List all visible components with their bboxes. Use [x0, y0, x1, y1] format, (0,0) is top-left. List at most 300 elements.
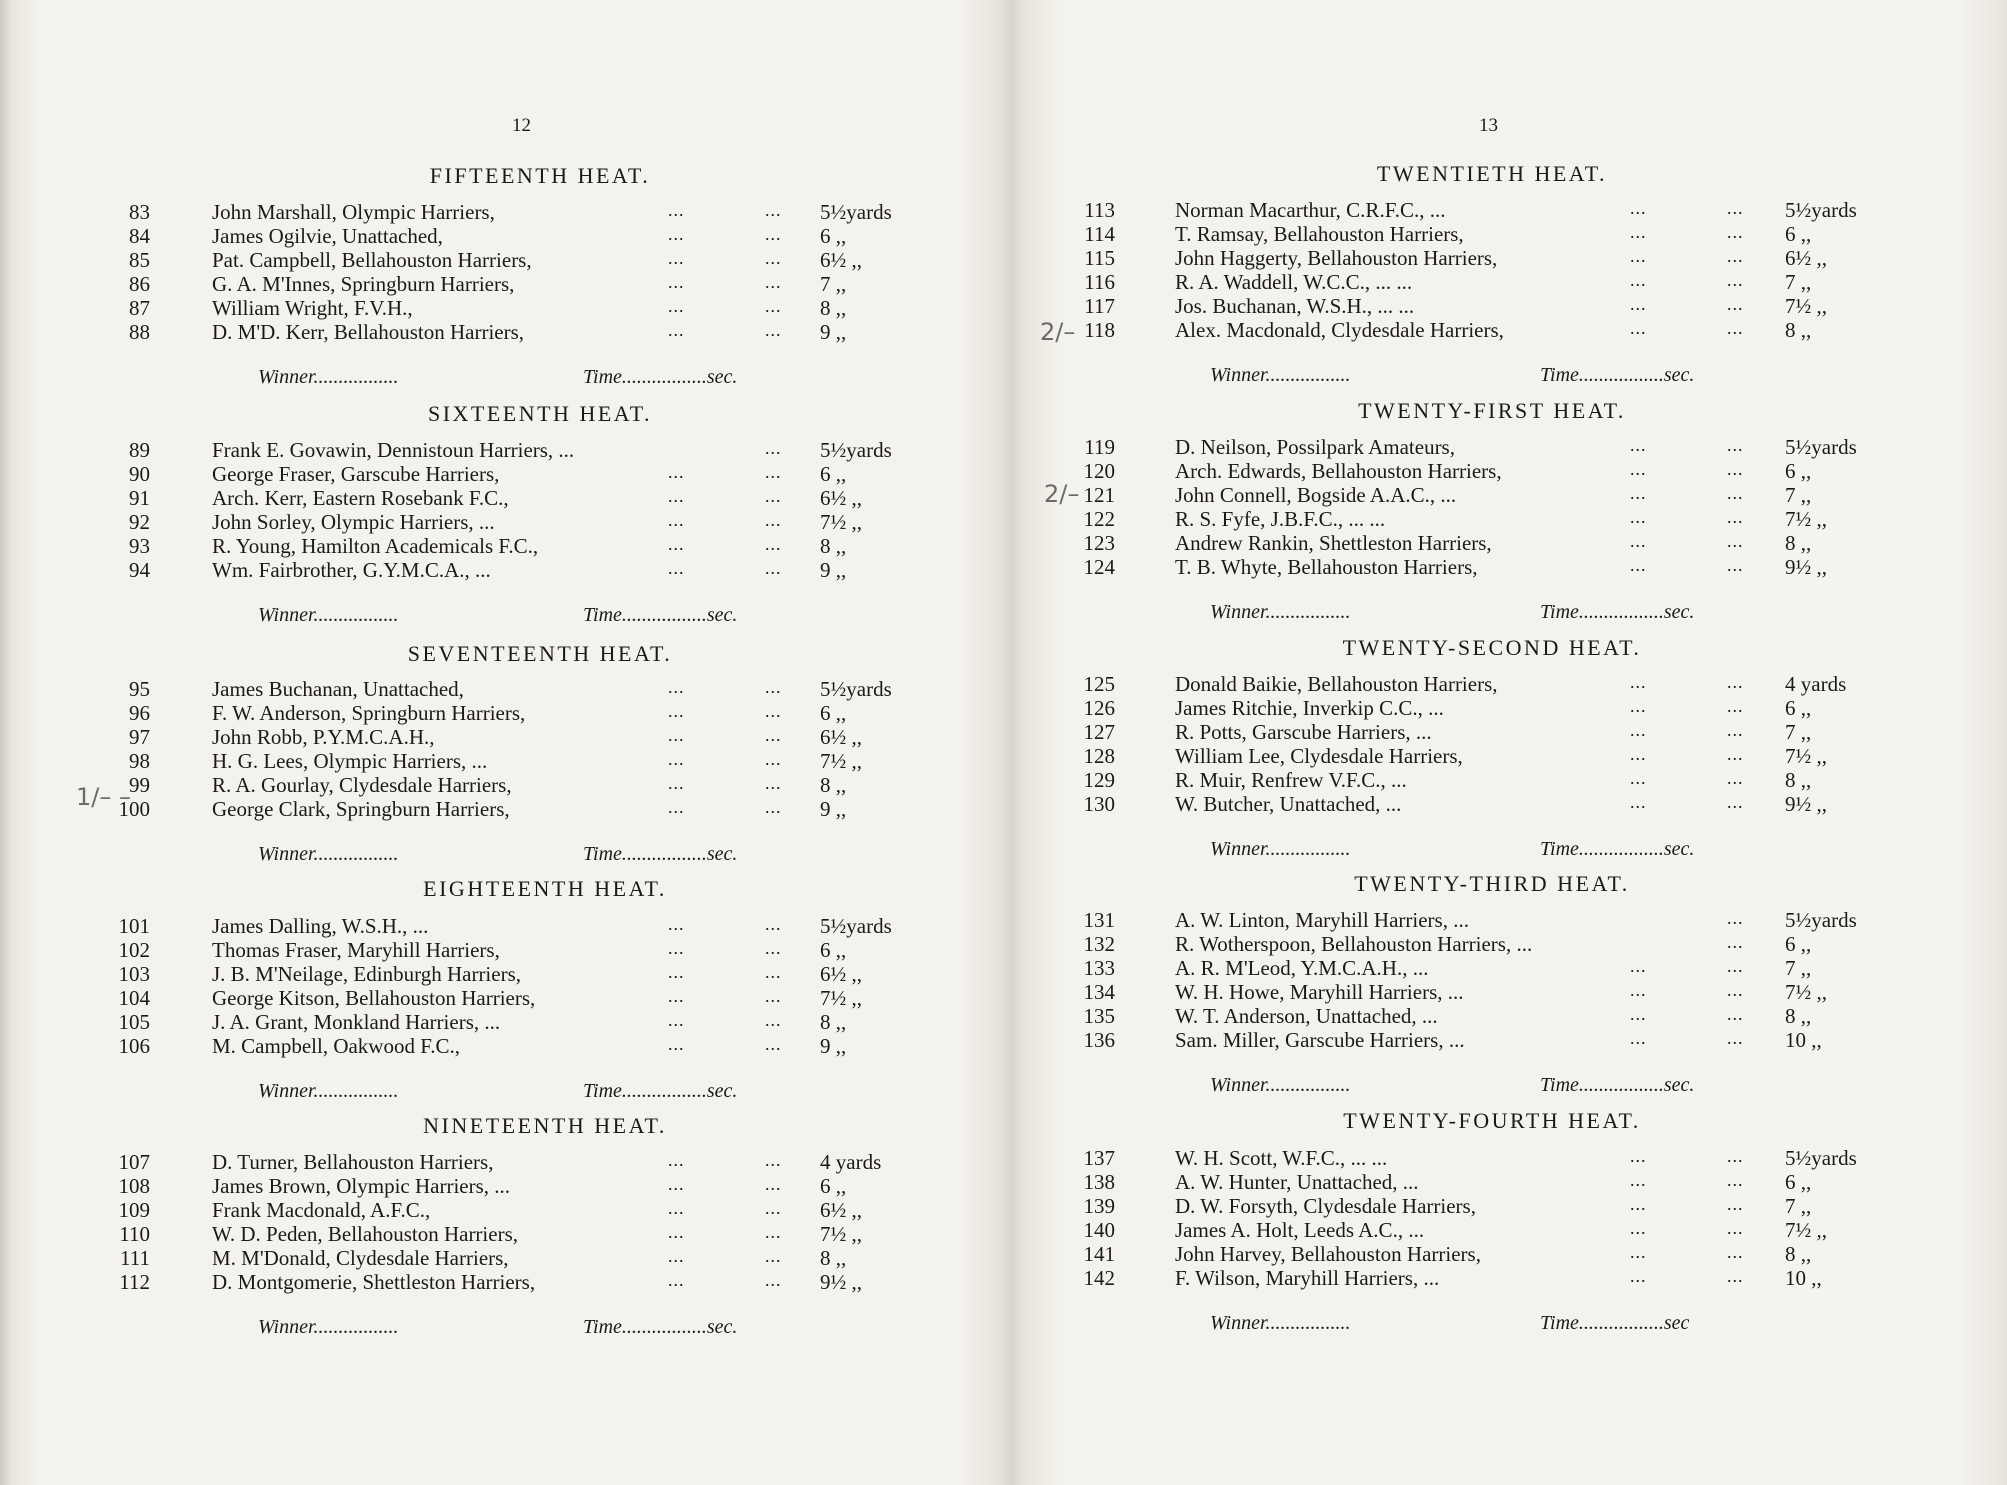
leader-dots: ... [668, 1010, 685, 1030]
handicap-value: 5½yards [1785, 435, 1857, 459]
entry-name: D. Montgomerie, Shettleston Harriers, [212, 1270, 536, 1294]
handicap-value: 4 yards [1785, 672, 1847, 696]
entry-number: 101 [118, 914, 150, 938]
entry-number: 118 [1084, 318, 1115, 342]
leader-dots: ... [1727, 270, 1744, 290]
heat-title: TWENTY-SECOND HEAT. [1342, 635, 1642, 660]
handicap-value: 7½ ,, [820, 510, 862, 534]
leader-dots: ... [1630, 744, 1647, 764]
leader-dots: ... [1727, 222, 1744, 242]
winner-label: Winner................. [258, 843, 399, 865]
handicap-value: 4 yards [820, 1150, 882, 1174]
entry-name: R. A. Gourlay, Clydesdale Harriers, [212, 773, 512, 797]
heat-block [1192, 1108, 1792, 1134]
handicap-value: 5½yards [820, 200, 892, 224]
entry-name: Andrew Rankin, Shettleston Harriers, [1175, 531, 1492, 555]
leader-dots: ... [668, 486, 685, 506]
entry-name: Sam. Miller, Garscube Harriers, ... [1175, 1028, 1465, 1052]
winner-label: Winner................. [258, 1316, 399, 1338]
leader-dots: ... [765, 986, 782, 1006]
entry-number: 104 [118, 986, 150, 1010]
pencil-mark: 2/– [1044, 480, 1080, 508]
handicap-value: 5½yards [820, 914, 892, 938]
leader-dots: ... [1727, 318, 1744, 338]
leader-dots: ... [765, 462, 782, 482]
handicap-value: 8 ,, [820, 773, 847, 797]
entry-number: 141 [1083, 1242, 1115, 1266]
entry-number: 92 [129, 510, 150, 534]
entry-name: James Dalling, W.S.H., ... [212, 914, 429, 938]
leader-dots: ... [668, 677, 685, 697]
winner-label: Winner................. [258, 1080, 399, 1102]
heat-title: TWENTY-FOURTH HEAT. [1343, 1108, 1641, 1133]
handicap-value: 7½ ,, [1785, 294, 1827, 318]
entry-number: 121 [1083, 483, 1115, 507]
entry-name: James Ogilvie, Unattached, [212, 224, 443, 248]
entry-name: Norman Macarthur, C.R.F.C., ... [1175, 198, 1446, 222]
leader-dots: ... [1727, 792, 1744, 812]
leader-dots: ... [1630, 1266, 1647, 1286]
winner-label: Winner................. [258, 604, 399, 626]
handicap-value: 7 ,, [820, 272, 847, 296]
heat-title: NINETEENTH HEAT. [423, 1113, 667, 1138]
handicap-value: 6 ,, [1785, 1170, 1812, 1194]
leader-dots: ... [1727, 1004, 1744, 1024]
winner-label: Winner................. [1210, 1312, 1351, 1334]
entry-name: George Clark, Springburn Harriers, [212, 797, 510, 821]
handicap-value: 5½yards [820, 438, 892, 462]
entry-name: Jos. Buchanan, W.S.H., ... ... [1175, 294, 1415, 318]
handicap-value: 5½yards [1785, 908, 1857, 932]
handicap-value: 6 ,, [1785, 222, 1812, 246]
entry-number: 105 [118, 1010, 150, 1034]
leader-dots: ... [765, 1034, 782, 1054]
leader-dots: ... [668, 558, 685, 578]
leader-dots: ... [668, 701, 685, 721]
entry-number: 98 [129, 749, 150, 773]
entry-name: John Haggerty, Bellahouston Harriers, [1175, 246, 1498, 270]
entry-number: 94 [129, 558, 150, 582]
leader-dots: ... [1727, 1266, 1744, 1286]
leader-dots: ... [1727, 1146, 1744, 1166]
heat-block [245, 1113, 845, 1139]
entry-name: James A. Holt, Leeds A.C., ... [1175, 1218, 1425, 1242]
entry-name: A. W. Hunter, Unattached, ... [1175, 1170, 1419, 1194]
time-label: Time.................sec. [1540, 1074, 1695, 1096]
entry-number: 99 [129, 773, 150, 797]
leader-dots: ... [668, 1198, 685, 1218]
heat-block [1192, 871, 1792, 897]
handicap-value: 8 ,, [820, 1010, 847, 1034]
entry-number: 93 [129, 534, 150, 558]
leader-dots: ... [1630, 270, 1647, 290]
handicap-value: 6½ ,, [820, 962, 862, 986]
page-number: 13 [1479, 115, 1498, 136]
entry-name: A. W. Linton, Maryhill Harriers, ... [1175, 908, 1469, 932]
handicap-value: 6 ,, [820, 462, 847, 486]
handicap-value: 8 ,, [1785, 318, 1812, 342]
leader-dots: ... [668, 296, 685, 316]
leader-dots: ... [1727, 294, 1744, 314]
leader-dots: ... [765, 438, 782, 458]
entry-name: R. Wotherspoon, Bellahouston Harriers, ... [1175, 932, 1533, 956]
leader-dots: ... [1630, 696, 1647, 716]
entry-name: Thomas Fraser, Maryhill Harriers, [212, 938, 500, 962]
entry-number: 142 [1083, 1266, 1115, 1290]
leader-dots: ... [668, 1246, 685, 1266]
handicap-value: 5½yards [1785, 1146, 1857, 1170]
entry-number: 123 [1083, 531, 1115, 555]
entry-number: 126 [1083, 696, 1115, 720]
handicap-value: 9 ,, [820, 320, 847, 344]
entry-number: 90 [129, 462, 150, 486]
handicap-value: 6½ ,, [820, 486, 862, 510]
heat-block [240, 163, 840, 189]
time-label: Time.................sec. [583, 843, 738, 865]
leader-dots: ... [668, 986, 685, 1006]
entry-name: H. G. Lees, Olympic Harriers, ... [212, 749, 488, 773]
time-label: Time.................sec. [583, 366, 738, 388]
leader-dots: ... [765, 248, 782, 268]
leader-dots: ... [1630, 1004, 1647, 1024]
leader-dots: ... [1727, 980, 1744, 1000]
leader-dots: ... [1630, 531, 1647, 551]
entry-number: 103 [118, 962, 150, 986]
entry-number: 127 [1083, 720, 1115, 744]
leader-dots: ... [668, 773, 685, 793]
heat-title: FIFTEENTH HEAT. [429, 163, 651, 188]
leader-dots: ... [1630, 555, 1647, 575]
entry-name: Pat. Campbell, Bellahouston Harriers, [212, 248, 532, 272]
handicap-value: 8 ,, [820, 1246, 847, 1270]
entry-name: James Buchanan, Unattached, [212, 677, 464, 701]
entry-number: 109 [118, 1198, 150, 1222]
leader-dots: ... [765, 797, 782, 817]
heat-block [240, 641, 840, 667]
leader-dots: ... [1630, 1170, 1647, 1190]
heat-block [245, 876, 845, 902]
leader-dots: ... [668, 200, 685, 220]
time-label: Time.................sec. [1540, 364, 1695, 386]
leader-dots: ... [668, 962, 685, 982]
leader-dots: ... [1727, 483, 1744, 503]
leader-dots: ... [1727, 744, 1744, 764]
leader-dots: ... [1727, 768, 1744, 788]
handicap-value: 6½ ,, [1785, 246, 1827, 270]
leader-dots: ... [1727, 198, 1744, 218]
handicap-value: 6 ,, [820, 701, 847, 725]
entry-name: R. A. Waddell, W.C.C., ... ... [1175, 270, 1413, 294]
entry-name: John Connell, Bogside A.A.C., ... [1175, 483, 1457, 507]
entry-number: 106 [118, 1034, 150, 1058]
entry-number: 128 [1083, 744, 1115, 768]
leader-dots: ... [1727, 932, 1744, 952]
entry-number: 91 [129, 486, 150, 510]
heat-title: TWENTY-THIRD HEAT. [1354, 871, 1630, 896]
entry-number: 132 [1083, 932, 1115, 956]
entry-name: F. W. Anderson, Springburn Harriers, [212, 701, 526, 725]
leader-dots: ... [765, 296, 782, 316]
entry-name: D. Turner, Bellahouston Harriers, [212, 1150, 494, 1174]
leader-dots: ... [1630, 792, 1647, 812]
leader-dots: ... [1630, 1146, 1647, 1166]
entry-name: Frank E. Govawin, Dennistoun Harriers, ... [212, 438, 575, 462]
handicap-value: 8 ,, [1785, 1004, 1812, 1028]
entry-name: Donald Baikie, Bellahouston Harriers, [1175, 672, 1498, 696]
handicap-value: 8 ,, [820, 534, 847, 558]
leader-dots: ... [765, 200, 782, 220]
entry-name: T. Ramsay, Bellahouston Harriers, [1175, 222, 1464, 246]
entry-name: W. Butcher, Unattached, ... [1175, 792, 1402, 816]
entry-number: 129 [1083, 768, 1115, 792]
winner-label: Winner................. [1210, 601, 1351, 623]
leader-dots: ... [668, 725, 685, 745]
leader-dots: ... [668, 1034, 685, 1054]
leader-dots: ... [765, 1246, 782, 1266]
entry-number: 116 [1084, 270, 1115, 294]
leader-dots: ... [765, 510, 782, 530]
heat-title: TWENTIETH HEAT. [1376, 161, 1608, 186]
handicap-value: 9½ ,, [820, 1270, 862, 1294]
entry-number: 125 [1083, 672, 1115, 696]
entry-name: James Ritchie, Inverkip C.C., ... [1175, 696, 1444, 720]
entry-number: 130 [1083, 792, 1115, 816]
leader-dots: ... [668, 272, 685, 292]
leader-dots: ... [765, 486, 782, 506]
entry-number: 117 [1084, 294, 1115, 318]
entry-name: D. Neilson, Possilpark Amateurs, [1175, 435, 1455, 459]
winner-label: Winner................. [258, 366, 399, 388]
handicap-value: 6½ ,, [820, 1198, 862, 1222]
entry-name: Arch. Edwards, Bellahouston Harriers, [1175, 459, 1502, 483]
entry-name: William Lee, Clydesdale Harriers, [1175, 744, 1463, 768]
leader-dots: ... [1630, 507, 1647, 527]
heat-block [1192, 398, 1792, 424]
leader-dots: ... [765, 725, 782, 745]
entry-number: 115 [1084, 246, 1115, 270]
leader-dots: ... [765, 677, 782, 697]
leader-dots: ... [668, 914, 685, 934]
leader-dots: ... [1727, 1194, 1744, 1214]
heat-title: EIGHTEENTH HEAT. [423, 876, 667, 901]
handicap-value: 7 ,, [1785, 1194, 1812, 1218]
handicap-value: 6 ,, [820, 1174, 847, 1198]
time-label: Time.................sec. [1540, 601, 1695, 623]
entry-number: 133 [1083, 956, 1115, 980]
entry-number: 140 [1083, 1218, 1115, 1242]
leader-dots: ... [1630, 1218, 1647, 1238]
leader-dots: ... [1727, 1218, 1744, 1238]
heat-block [1192, 161, 1792, 187]
entry-name: R. Muir, Renfrew V.F.C., ... [1175, 768, 1407, 792]
handicap-value: 5½yards [820, 677, 892, 701]
entry-name: A. R. M'Leod, Y.M.C.A.H., ... [1175, 956, 1429, 980]
entry-name: Frank Macdonald, A.F.C., [212, 1198, 431, 1222]
handicap-value: 6 ,, [820, 224, 847, 248]
leader-dots: ... [1630, 1194, 1647, 1214]
leader-dots: ... [1630, 1028, 1647, 1048]
heat-block [1192, 635, 1792, 661]
heat-block [240, 401, 840, 427]
handicap-value: 7½ ,, [820, 1222, 862, 1246]
handicap-value: 8 ,, [820, 296, 847, 320]
leader-dots: ... [668, 510, 685, 530]
entry-number: 88 [129, 320, 150, 344]
entry-name: John Marshall, Olympic Harriers, [212, 200, 495, 224]
entry-name: John Harvey, Bellahouston Harriers, [1175, 1242, 1481, 1266]
leader-dots: ... [765, 272, 782, 292]
entry-name: D. W. Forsyth, Clydesdale Harriers, [1175, 1194, 1476, 1218]
handicap-value: 6 ,, [820, 938, 847, 962]
pencil-mark: 1/– – [76, 783, 131, 811]
leader-dots: ... [668, 1270, 685, 1290]
time-label: Time.................sec [1540, 1312, 1690, 1334]
leader-dots: ... [1727, 435, 1744, 455]
time-label: Time.................sec. [583, 1316, 738, 1338]
entry-name: W. H. Howe, Maryhill Harriers, ... [1175, 980, 1464, 1004]
leader-dots: ... [668, 462, 685, 482]
handicap-value: 7½ ,, [1785, 744, 1827, 768]
handicap-value: 7 ,, [1785, 483, 1812, 507]
entry-number: 113 [1084, 198, 1115, 222]
entry-number: 134 [1083, 980, 1115, 1004]
entry-name: John Robb, P.Y.M.C.A.H., [212, 725, 435, 749]
entry-name: F. Wilson, Maryhill Harriers, ... [1175, 1266, 1440, 1290]
entry-name: R. Potts, Garscube Harriers, ... [1175, 720, 1432, 744]
leader-dots: ... [1630, 246, 1647, 266]
leader-dots: ... [765, 962, 782, 982]
entry-number: 124 [1083, 555, 1115, 579]
entry-number: 87 [129, 296, 150, 320]
leader-dots: ... [1727, 672, 1744, 692]
entry-name: D. M'D. Kerr, Bellahouston Harriers, [212, 320, 525, 344]
handicap-value: 6 ,, [1785, 459, 1812, 483]
leader-dots: ... [668, 224, 685, 244]
leader-dots: ... [765, 701, 782, 721]
handicap-value: 7½ ,, [1785, 1218, 1827, 1242]
handicap-value: 9 ,, [820, 558, 847, 582]
entry-name: T. B. Whyte, Bellahouston Harriers, [1175, 555, 1478, 579]
entry-name: W. T. Anderson, Unattached, ... [1175, 1004, 1438, 1028]
leader-dots: ... [1727, 531, 1744, 551]
entry-number: 95 [129, 677, 150, 701]
time-label: Time.................sec. [583, 604, 738, 626]
leader-dots: ... [668, 1150, 685, 1170]
entry-number: 114 [1084, 222, 1115, 246]
entry-number: 100 [118, 797, 150, 821]
leader-dots: ... [765, 320, 782, 340]
entry-number: 85 [129, 248, 150, 272]
entry-name: J. B. M'Neilage, Edinburgh Harriers, [212, 962, 522, 986]
leader-dots: ... [668, 534, 685, 554]
leader-dots: ... [1727, 507, 1744, 527]
entry-name: J. A. Grant, Monkland Harriers, ... [212, 1010, 501, 1034]
entry-number: 86 [129, 272, 150, 296]
handicap-value: 8 ,, [1785, 768, 1812, 792]
handicap-value: 9 ,, [820, 1034, 847, 1058]
handicap-value: 6½ ,, [820, 248, 862, 272]
handicap-value: 9½ ,, [1785, 792, 1827, 816]
leader-dots: ... [1630, 483, 1647, 503]
leader-dots: ... [668, 1174, 685, 1194]
handicap-value: 7 ,, [1785, 720, 1812, 744]
leader-dots: ... [1630, 672, 1647, 692]
winner-label: Winner................. [1210, 1074, 1351, 1096]
leader-dots: ... [1630, 768, 1647, 788]
heat-title: TWENTY-FIRST HEAT. [1358, 398, 1626, 423]
entry-number: 112 [119, 1270, 150, 1294]
entry-name: R. S. Fyfe, J.B.F.C., ... ... [1175, 507, 1386, 531]
leader-dots: ... [1630, 956, 1647, 976]
entry-name: M. Campbell, Oakwood F.C., [212, 1034, 460, 1058]
handicap-value: 9½ ,, [1785, 555, 1827, 579]
handicap-value: 7 ,, [1785, 956, 1812, 980]
leader-dots: ... [765, 1150, 782, 1170]
leader-dots: ... [765, 938, 782, 958]
leader-dots: ... [765, 224, 782, 244]
entry-number: 138 [1083, 1170, 1115, 1194]
leader-dots: ... [1630, 198, 1647, 218]
entry-number: 96 [129, 701, 150, 725]
leader-dots: ... [765, 534, 782, 554]
time-label: Time.................sec. [1540, 838, 1695, 860]
leader-dots: ... [1727, 696, 1744, 716]
handicap-value: 7½ ,, [1785, 507, 1827, 531]
leader-dots: ... [668, 938, 685, 958]
entry-name: Alex. Macdonald, Clydesdale Harriers, [1175, 318, 1504, 342]
leader-dots: ... [765, 749, 782, 769]
leader-dots: ... [1630, 980, 1647, 1000]
winner-label: Winner................. [1210, 364, 1351, 386]
leader-dots: ... [1630, 459, 1647, 479]
leader-dots: ... [668, 248, 685, 268]
leader-dots: ... [765, 914, 782, 934]
handicap-value: 10 ,, [1785, 1028, 1822, 1052]
entry-number: 131 [1083, 908, 1115, 932]
leader-dots: ... [1727, 246, 1744, 266]
entry-name: W. D. Peden, Bellahouston Harriers, [212, 1222, 518, 1246]
heat-title: SIXTEENTH HEAT. [427, 401, 653, 426]
leader-dots: ... [1727, 555, 1744, 575]
leader-dots: ... [1727, 1242, 1744, 1262]
handicap-value: 5½yards [1785, 198, 1857, 222]
leader-dots: ... [1727, 1170, 1744, 1190]
leader-dots: ... [1630, 222, 1647, 242]
time-label: Time.................sec. [583, 1080, 738, 1102]
entry-name: Arch. Kerr, Eastern Rosebank F.C., [212, 486, 509, 510]
leader-dots: ... [668, 1222, 685, 1242]
entry-number: 122 [1083, 507, 1115, 531]
entry-number: 119 [1084, 435, 1115, 459]
leader-dots: ... [765, 1222, 782, 1242]
handicap-value: 6½ ,, [820, 725, 862, 749]
entry-number: 135 [1083, 1004, 1115, 1028]
leader-dots: ... [1630, 720, 1647, 740]
leader-dots: ... [668, 797, 685, 817]
entry-name: M. M'Donald, Clydesdale Harriers, [212, 1246, 509, 1270]
entry-number: 120 [1083, 459, 1115, 483]
entry-number: 108 [118, 1174, 150, 1198]
handicap-value: 10 ,, [1785, 1266, 1822, 1290]
entry-name: Wm. Fairbrother, G.Y.M.C.A., ... [212, 558, 491, 582]
entry-name: R. Young, Hamilton Academicals F.C., [212, 534, 539, 558]
leader-dots: ... [765, 1174, 782, 1194]
entry-number: 83 [129, 200, 150, 224]
entry-number: 97 [129, 725, 150, 749]
page-number: 12 [512, 115, 531, 136]
handicap-value: 7 ,, [1785, 270, 1812, 294]
leader-dots: ... [1630, 435, 1647, 455]
